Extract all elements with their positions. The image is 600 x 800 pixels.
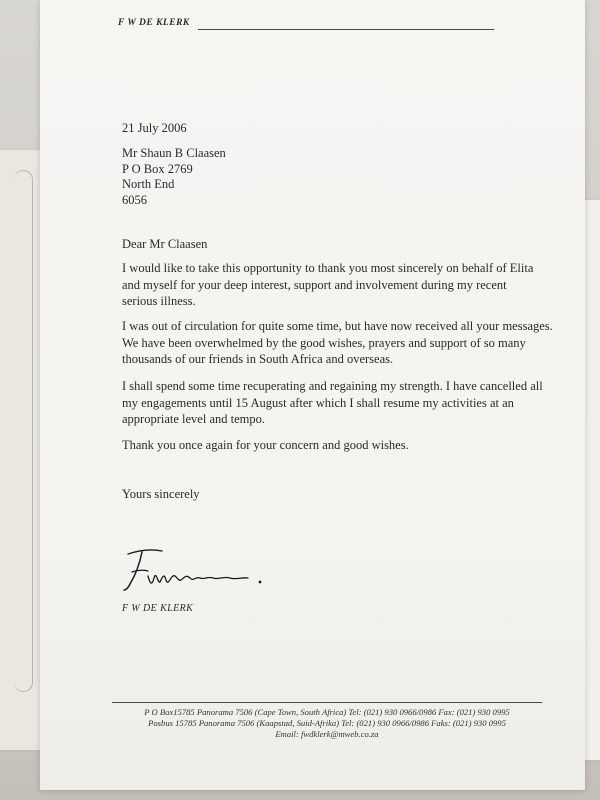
letterhead-rule — [198, 29, 494, 30]
paragraph-3: I shall spend some time recuperating and regaining my strength. I have cancelled all my engagements until 15 August after which I shall resume my activities at an appropriate level and tempo. — [122, 379, 543, 426]
paragraph-4: Thank you once again for your concern and good wishes. — [122, 438, 409, 452]
address-line: North End — [122, 177, 175, 191]
address-line: Mr Shaun B Claasen — [122, 146, 226, 160]
letter-page — [40, 0, 585, 790]
footer-rule — [112, 702, 542, 703]
paragraph-2: I was out of circulation for quite some time, but have now received all your messages. We have been overwhelmed by the good wishes, prayers and support of so many thousands of our friends in South Africa and overseas. — [122, 319, 553, 366]
letter-date: 21 July 2006 — [122, 121, 187, 135]
footer-line-english: P O Box15785 Panorama 7506 (Cape Town, South Africa) Tel: (021) 930 0966/0986 Fax: (021) 930 0995 — [144, 707, 510, 717]
footer-line-afrikaans: Posbus 15785 Panorama 7506 (Kaapstad, Suid-Afrika) Tel: (021) 930 0966/0986 Faks: (021) 930 0995 — [148, 718, 506, 728]
address-line: 6056 — [122, 192, 147, 207]
paragraph-1: I would like to take this opportunity to thank you most sincerely on behalf of Elita and myself for your deep interest, support and involvement during my recent serious illness. — [122, 261, 534, 308]
address-line: P O Box 2769 — [122, 161, 193, 176]
footer-contact — [112, 707, 542, 740]
salutation: Dear Mr Claasen — [122, 237, 208, 251]
footer-email: Email: fwdklerk@mweb.co.za — [275, 729, 379, 739]
letterhead-name: F W DE KLERK — [118, 18, 190, 28]
handwritten-signature-icon — [118, 540, 278, 596]
closing: Yours sincerely — [122, 487, 200, 501]
signatory-name: F W DE KLERK — [122, 603, 194, 614]
recipient-address — [122, 146, 226, 208]
